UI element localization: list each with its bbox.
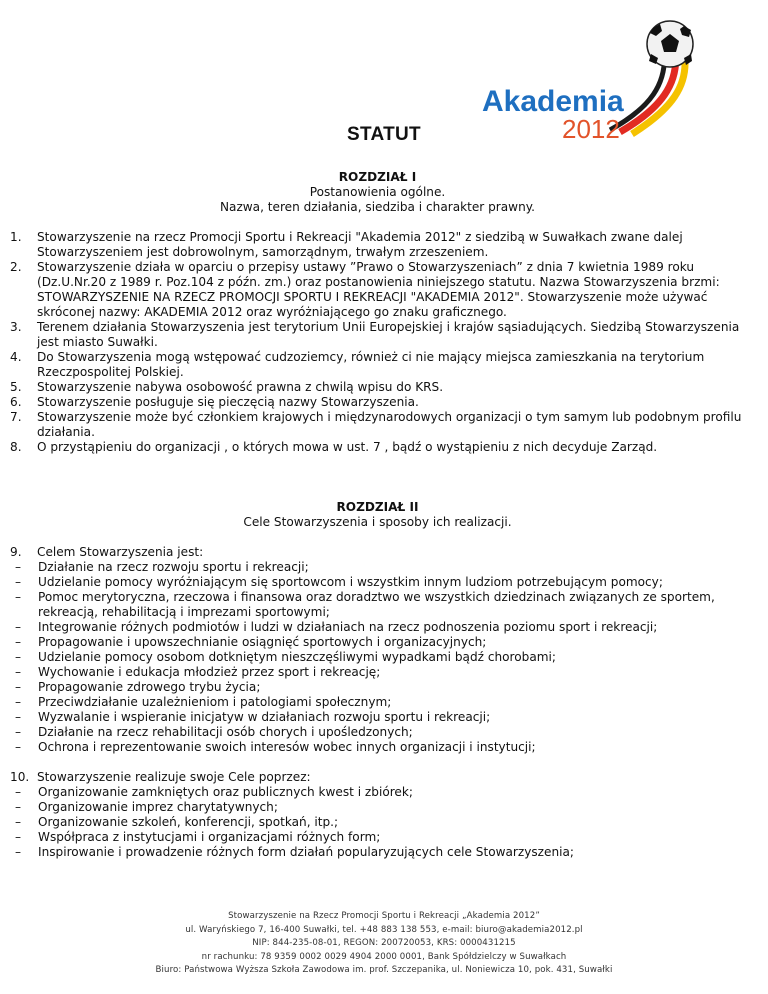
bullet-item: – Współpraca z instytucjami i organizacjami różnych form;: [10, 830, 745, 845]
item-text: Stowarzyszenie może być członkiem krajowych i międzynarodowych organizacji o tym samym lub podobnym profilu działania.: [37, 410, 742, 439]
chapter-heading: ROZDZIAŁ I: [338, 170, 417, 184]
chapter-2-list: [10, 545, 745, 560]
item-text: Stowarzyszenie posługuje się pieczęcią nazwy Stowarzyszenia.: [37, 395, 419, 409]
item-number: 9.: [10, 545, 22, 559]
bullet-item: – Propagowanie i upowszechnianie osiągnięć sportowych i organizacyjnych;: [10, 635, 745, 650]
footer-line: NIP: 844-235-08-01, REGON: 200720053, KRS: 0000431215: [252, 938, 516, 948]
page-footer: [0, 910, 768, 978]
item-number: 2.: [10, 260, 22, 274]
list-item: [10, 410, 745, 440]
item-number: 4.: [10, 350, 22, 364]
item-text: Do Stowarzyszenia mogą wstępować cudzoziemcy, również ci nie mający miejsca zamieszkania na terytorium Rzeczpospolitej Polskiej.: [37, 350, 705, 379]
item-text: Celem Stowarzyszenia jest:: [37, 545, 204, 559]
item-number: 6.: [10, 395, 22, 409]
bullet-list-goals: [10, 560, 745, 755]
bullet-item: – Wyzwalanie i wspieranie inicjatyw w działaniach rozwoju sportu i rekreacji;: [10, 710, 745, 725]
bullet-item: – Działanie na rzecz rehabilitacji osób chorych i upośledzonych;: [10, 725, 745, 740]
item-text: Stowarzyszenie realizuje swoje Cele poprzez:: [37, 770, 311, 784]
item-number: 3.: [10, 320, 22, 334]
list-item: [10, 320, 745, 350]
logo-word: Akademia: [482, 85, 624, 118]
bullet-item: – Ochrona i reprezentowanie swoich interesów wobec innych organizacji i instytucji;: [10, 740, 745, 755]
item-number: 7.: [10, 410, 22, 424]
list-item: [10, 380, 745, 395]
item-text: Terenem działania Stowarzyszenia jest terytorium Unii Europejskiej i krajów sąsiadujących. Siedzibą Stowarzyszenia jest miasto Suwałki.: [37, 320, 740, 349]
list-item: [10, 545, 745, 560]
bullet-item: – Wychowanie i edukacja młodzież przez sport i rekreację;: [10, 665, 745, 680]
item-text: Stowarzyszenie na rzecz Promocji Sportu i Rekreacji "Akademia 2012" z siedzibą w Suwałkach zwane dalej Stowarzyszeniem jest dobrowolnym, samorządnym, trwałym zrzeszeniem.: [37, 230, 683, 259]
list-item: [10, 440, 745, 455]
chapter-heading: ROZDZIAŁ II: [336, 500, 419, 514]
footer-line: Biuro: Państwowa Wyższa Szkoła Zawodowa im. prof. Szczepanika, ul. Noniewicza 10, pok. 431, Suwałki: [155, 965, 613, 975]
chapter-subtitle: Nazwa, teren działania, siedziba i charakter prawny.: [219, 200, 536, 214]
item-number: 1.: [10, 230, 22, 244]
list-item: [10, 230, 745, 260]
footer-line: Stowarzyszenie na Rzecz Promocji Sportu i Rekreacji „Akademia 2012”: [228, 911, 540, 921]
chapter-subtitle: Postanowienia ogólne.: [309, 185, 446, 199]
item-text: O przystąpieniu do organizacji , o których mowa w ust. 7 , bądź o wystąpieniu z nich decyduje Zarząd.: [37, 440, 658, 454]
chapter-1-header: [10, 170, 745, 215]
bullet-item: – Pomoc merytoryczna, rzeczowa i finansowa oraz doradztwo we wszystkich dziedzinach związanych ze sportem, rekreacją, rehabilitacją i imprezami sportowymi;: [10, 590, 745, 620]
item-number: 8.: [10, 440, 22, 454]
item-number: 5.: [10, 380, 22, 394]
bullet-item: – Integrowanie różnych podmiotów i ludzi w działaniach na rzecz podnoszenia poziomu sport i rekreacji;: [10, 620, 745, 635]
bullet-item: – Udzielanie pomocy wyróżniającym się sportowcom i wszystkim innym ludziom potrzebującym pomocy;: [10, 575, 745, 590]
document-title: STATUT: [347, 124, 421, 145]
list-item: [10, 395, 745, 410]
bullet-item: – Organizowanie zamkniętych oraz publicznych kwest i zbiórek;: [10, 785, 745, 800]
document-body: [10, 170, 745, 860]
chapter-2-list-cont: [10, 770, 745, 785]
item-text: Stowarzyszenie działa w oparciu o przepisy ustawy ”Prawo o Stowarzyszeniach” z dnia 7 kwietnia 1989 roku (Dz.U.Nr.20 z 1989 r. Poz.104 z późn. zm.) oraz postanowienia niniejszego statutu. Nazwa Stowarzyszenia brzmi: STOWARZYSZENIE NA RZECZ PROMOCJI SPORTU I REKREACJI "AKADEMIA 2012". Stowarzyszenie może używać skróconej nazwy: AKADEMIA 2012 oraz wyróżniającego go znaku graficznego.: [37, 260, 720, 319]
bullet-item: – Organizowanie imprez charytatywnych;: [10, 800, 745, 815]
chapter-2-header: [10, 500, 745, 530]
logo-year: 2012: [562, 114, 620, 144]
bullet-item: – Propagowanie zdrowego trybu życia;: [10, 680, 745, 695]
bullet-item: – Inspirowanie i prowadzenie różnych form działań popularyzujących cele Stowarzyszenia;: [10, 845, 745, 860]
bullet-item: – Udzielanie pomocy osobom dotkniętym nieszczęśliwymi wypadkami bądź chorobami;: [10, 650, 745, 665]
bullet-item: – Działanie na rzecz rozwoju sportu i rekreacji;: [10, 560, 745, 575]
item-text: Stowarzyszenie nabywa osobowość prawna z chwilą wpisu do KRS.: [37, 380, 444, 394]
list-item: [10, 350, 745, 380]
bullet-list-means: [10, 785, 745, 860]
bullet-item: – Organizowanie szkoleń, konferencji, spotkań, itp.;: [10, 815, 745, 830]
item-number: 10.: [10, 770, 30, 784]
bullet-item: – Przeciwdziałanie uzależnieniom i patologiami społecznym;: [10, 695, 745, 710]
list-item: [10, 260, 745, 320]
footer-line: nr rachunku: 78 9359 0002 0029 4904 2000 0001, Bank Spółdzielczy w Suwałkach: [201, 951, 567, 962]
chapter-1-list: [10, 230, 745, 455]
footer-line: ul. Waryńskiego 7, 16-400 Suwałki, tel. +48 883 138 553, e-mail: biuro@akademia2012.pl: [185, 924, 583, 935]
list-item: [10, 770, 745, 785]
chapter-subtitle: Cele Stowarzyszenia i sposoby ich realizacji.: [243, 515, 512, 529]
